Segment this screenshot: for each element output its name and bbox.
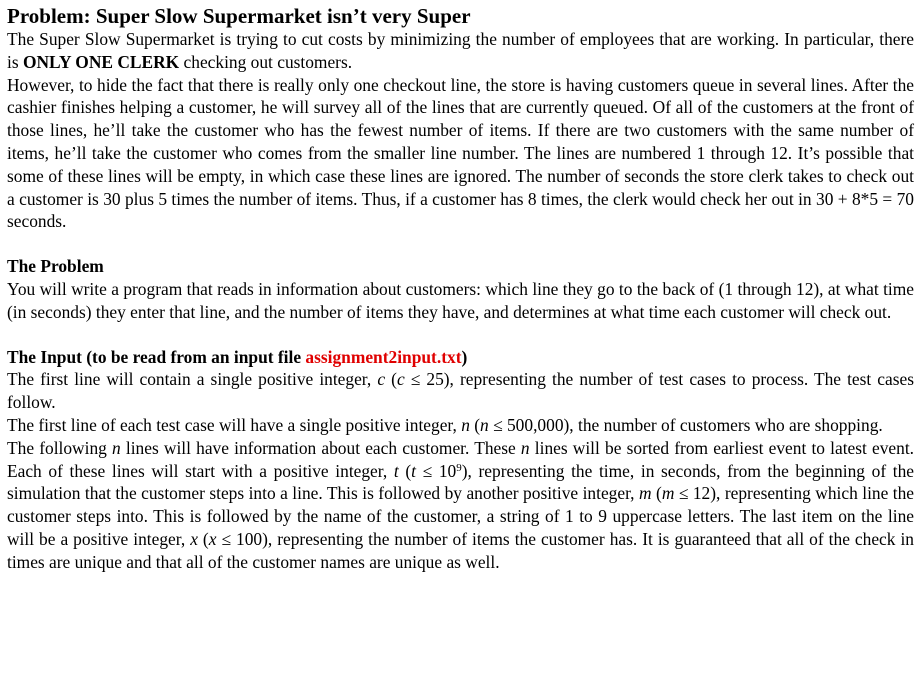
variable-m: m <box>661 483 675 504</box>
emphasis-one-clerk: ONLY ONE CLERK <box>22 51 180 72</box>
variable-x: x <box>190 528 198 549</box>
variable-c: c <box>377 369 386 390</box>
text: ≤ 100), representing the number of items the customer has. It is guaranteed that all of the check in times are unique and that all of the customer names are unique as well. <box>7 528 914 572</box>
input-paragraph-1 <box>7 368 914 414</box>
text: The first line will contain a single positive integer, <box>7 369 378 390</box>
variable-t: t <box>411 460 416 481</box>
text: ), representing the time, in seconds, from the beginning of the simulation that the customer steps into a line. This is followed by another positive integer, <box>7 460 914 504</box>
intro-text: The Super Slow Supermarket is trying to cut costs by minimizing the number of employees that are working. In particular, there is <box>7 29 914 72</box>
problem-paragraph: You will write a program that reads in information about customers: which line they go to the back of (1 through 12), at what time (in seconds) they enter that line, and the number of items they have, and determines at what time each customer will check out. <box>7 278 914 322</box>
input-paragraph-2 <box>7 414 914 437</box>
text: The first line of each test case will have a single positive integer, <box>7 414 462 435</box>
text: ( <box>197 528 209 549</box>
text: ≤ 12), representing which line the customer steps into. This is followed by the name of the customer, a string of 1 to 9 uppercase letters. The last item on the line will be a positive integer, <box>7 483 915 549</box>
exponent: 9 <box>456 461 462 474</box>
text: lines will have information about each customer. These <box>120 437 521 458</box>
spacer <box>7 324 914 346</box>
text: ≤ 500,000), the number of customers who are shopping. <box>488 414 883 435</box>
intro-paragraph-2: However, to hide the fact that there is really only one checkout line, the store is having customers queue in several lines. After the cashier finishes helping a customer, he will survey all of the lines that are currently queued. Of all of the customers at the front of those lines, he’ll take the customer who has the fewest number of items. If there are two customers with the same number of items, he’ll take the customer who comes from the smaller line number. The lines are numbered 1 through 12. It’s possible that some of these lines will be empty, in which case these lines are ignored. The number of seconds the store clerk takes to check out a customer is 30 plus 5 times the number of items. Thus, if a customer has 8 times, the clerk would check her out in 30 + 8*5 = 70 seconds. <box>7 74 914 232</box>
text: lines will be sorted from earliest event to latest event. Each of these lines will start with a positive integer, <box>7 437 915 481</box>
variable-n: n <box>520 437 530 458</box>
section-heading-problem: The Problem <box>7 256 104 277</box>
spacer <box>7 233 914 255</box>
variable-m: m <box>639 483 652 504</box>
intro-paragraph-1 <box>7 28 914 74</box>
variable-c: c <box>396 369 405 390</box>
section-heading-input <box>7 346 914 369</box>
variable-x: x <box>208 528 217 549</box>
text: ( <box>469 414 481 435</box>
intro-text: checking out customers. <box>179 51 353 72</box>
text: ( <box>385 369 397 390</box>
page-title: Problem: Super Slow Supermarket isn’t very Super <box>7 4 471 28</box>
variable-n: n <box>480 414 489 435</box>
variable-t: t <box>393 460 399 481</box>
input-heading-text: The Input (to be read from an input file <box>7 346 306 367</box>
text: ( <box>651 483 662 504</box>
input-heading-text: ) <box>461 346 468 367</box>
variable-n: n <box>461 414 470 435</box>
input-paragraph-3 <box>7 437 914 574</box>
text: ( <box>398 460 412 481</box>
text: The following <box>7 437 113 458</box>
text: ≤ 10 <box>416 460 457 481</box>
text: ≤ 25), representing the number of test cases to process. The test cases follow. <box>7 369 914 413</box>
input-filename: assignment2input.txt <box>305 346 462 367</box>
variable-n: n <box>112 437 121 458</box>
